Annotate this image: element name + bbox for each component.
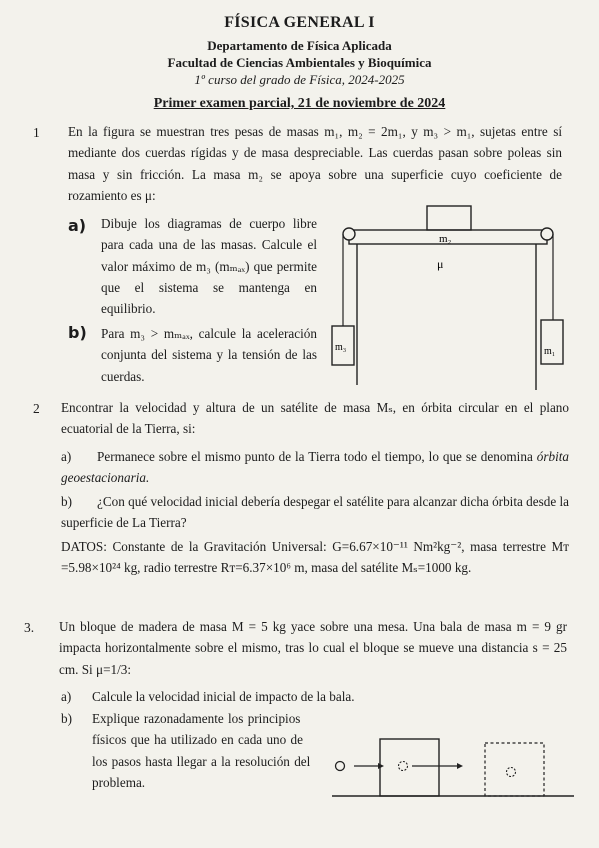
label-m2: m₂: [439, 233, 452, 245]
block-m1: [541, 320, 563, 364]
problem2-part-b-text: ¿Con qué velocidad inicial debería despegar el satélite para alcanzar dicha órbita desde la superficie de La Tierra?: [61, 494, 569, 531]
problem1-part-b-text: Para m₃ > mₘₐₓ, calcule la aceleración conjunta del sistema y la tensión de las cuerdas.: [101, 326, 317, 384]
left-pulley: [343, 228, 355, 240]
problem1-statement: En la figura se muestran tres pesas de masas m₁, m₂ = 2m₁, y m₃ > m₁, sujetas entre sí mediante dos cuerdas rígidas y de masa despreciable. Las cuerdas pasan sobre poleas sin masa y sin fricción. La masa m₂ se apoya sobre una superficie cuyo coeficiente de rozamiento es μ:: [68, 124, 562, 203]
problem3-part-a-text: Calcule la velocidad inicial de impacto de la bala.: [92, 689, 355, 704]
course-title: FÍSICA GENERAL I: [224, 14, 375, 31]
embedded-bullet-final: [507, 768, 516, 777]
problem1-number: 1: [33, 125, 40, 140]
department: Departamento de Física Aplicada: [207, 38, 392, 53]
problem2-part-b-marker: b): [61, 494, 72, 509]
geostationary-term: órbita geoestacionaria.: [61, 449, 569, 486]
block-motion-arrowhead: [457, 763, 463, 769]
right-pulley: [541, 228, 553, 240]
bullet-arrowhead: [378, 763, 384, 769]
embedded-bullet-initial: [399, 762, 408, 771]
exam-title: Primer examen parcial, 21 de noviembre de 2024: [153, 96, 446, 111]
label-m1: m₁: [544, 346, 556, 357]
problem3-part-a-marker: a): [61, 689, 72, 704]
problem3-statement: Un bloque de madera de masa M = 5 kg yace sobre una mesa. Una bala de masa m = 9 gr impacta horizontalmente sobre el mismo, tras lo cual el bloque se mueve una distancia s = 25 cm. Si μ=1/3:: [59, 619, 567, 677]
problem1-part-a-text: Dibuje los diagramas de cuerpo libre para cada una de las masas. Calcule el valor máximo de m₃ (mₘₐₓ) que permite que el sistema se mantenga en equilibrio.: [101, 216, 317, 317]
faculty: Facultad de Ciencias Ambientales y Bioquímica: [167, 55, 432, 70]
problem2-data: DATOS: Constante de la Gravitación Universal: G=6.67×10⁻¹¹ Nm²kg⁻², masa terrestre Mᴛ =5.98×10²⁴ kg, radio terrestre Rᴛ=6.37×10⁶ m, masa del satélite Mₛ=1000 kg.: [61, 539, 569, 576]
label-m3: m₃: [335, 342, 347, 353]
problem3-number: 3.: [24, 620, 35, 635]
degree-line: 1º curso del grado de Física, 2024-2025: [194, 72, 405, 87]
problem2-part-a-marker: a): [61, 449, 72, 464]
problem3-part-b-marker: b): [61, 711, 72, 726]
pulley-system-figure: [325, 200, 570, 396]
label-mu: μ: [437, 257, 444, 271]
bullet: [336, 762, 345, 771]
bullet-block-figure: [326, 733, 578, 803]
problem2-number: 2: [33, 401, 40, 416]
problem2-statement: Encontrar la velocidad y altura de un satélite de masa Mₛ, en órbita circular en el plano ecuatorial de la Tierra, si:: [61, 400, 569, 437]
problem2-part-a: Permanece sobre el mismo punto de la Tierra todo el tiempo, lo que se denomina órbita geoestacionaria.: [61, 449, 569, 486]
problem1-part-b-marker: b): [68, 323, 87, 342]
problem3-part-b-text: Explique razonadamente los principios físicos que ha utilizado en cada uno de los pasos hasta llegar a la resolución del problema.: [92, 711, 311, 790]
block-m2: [427, 206, 471, 230]
wood-block-initial: [380, 739, 439, 796]
problem1-part-a-marker: a): [68, 216, 87, 235]
